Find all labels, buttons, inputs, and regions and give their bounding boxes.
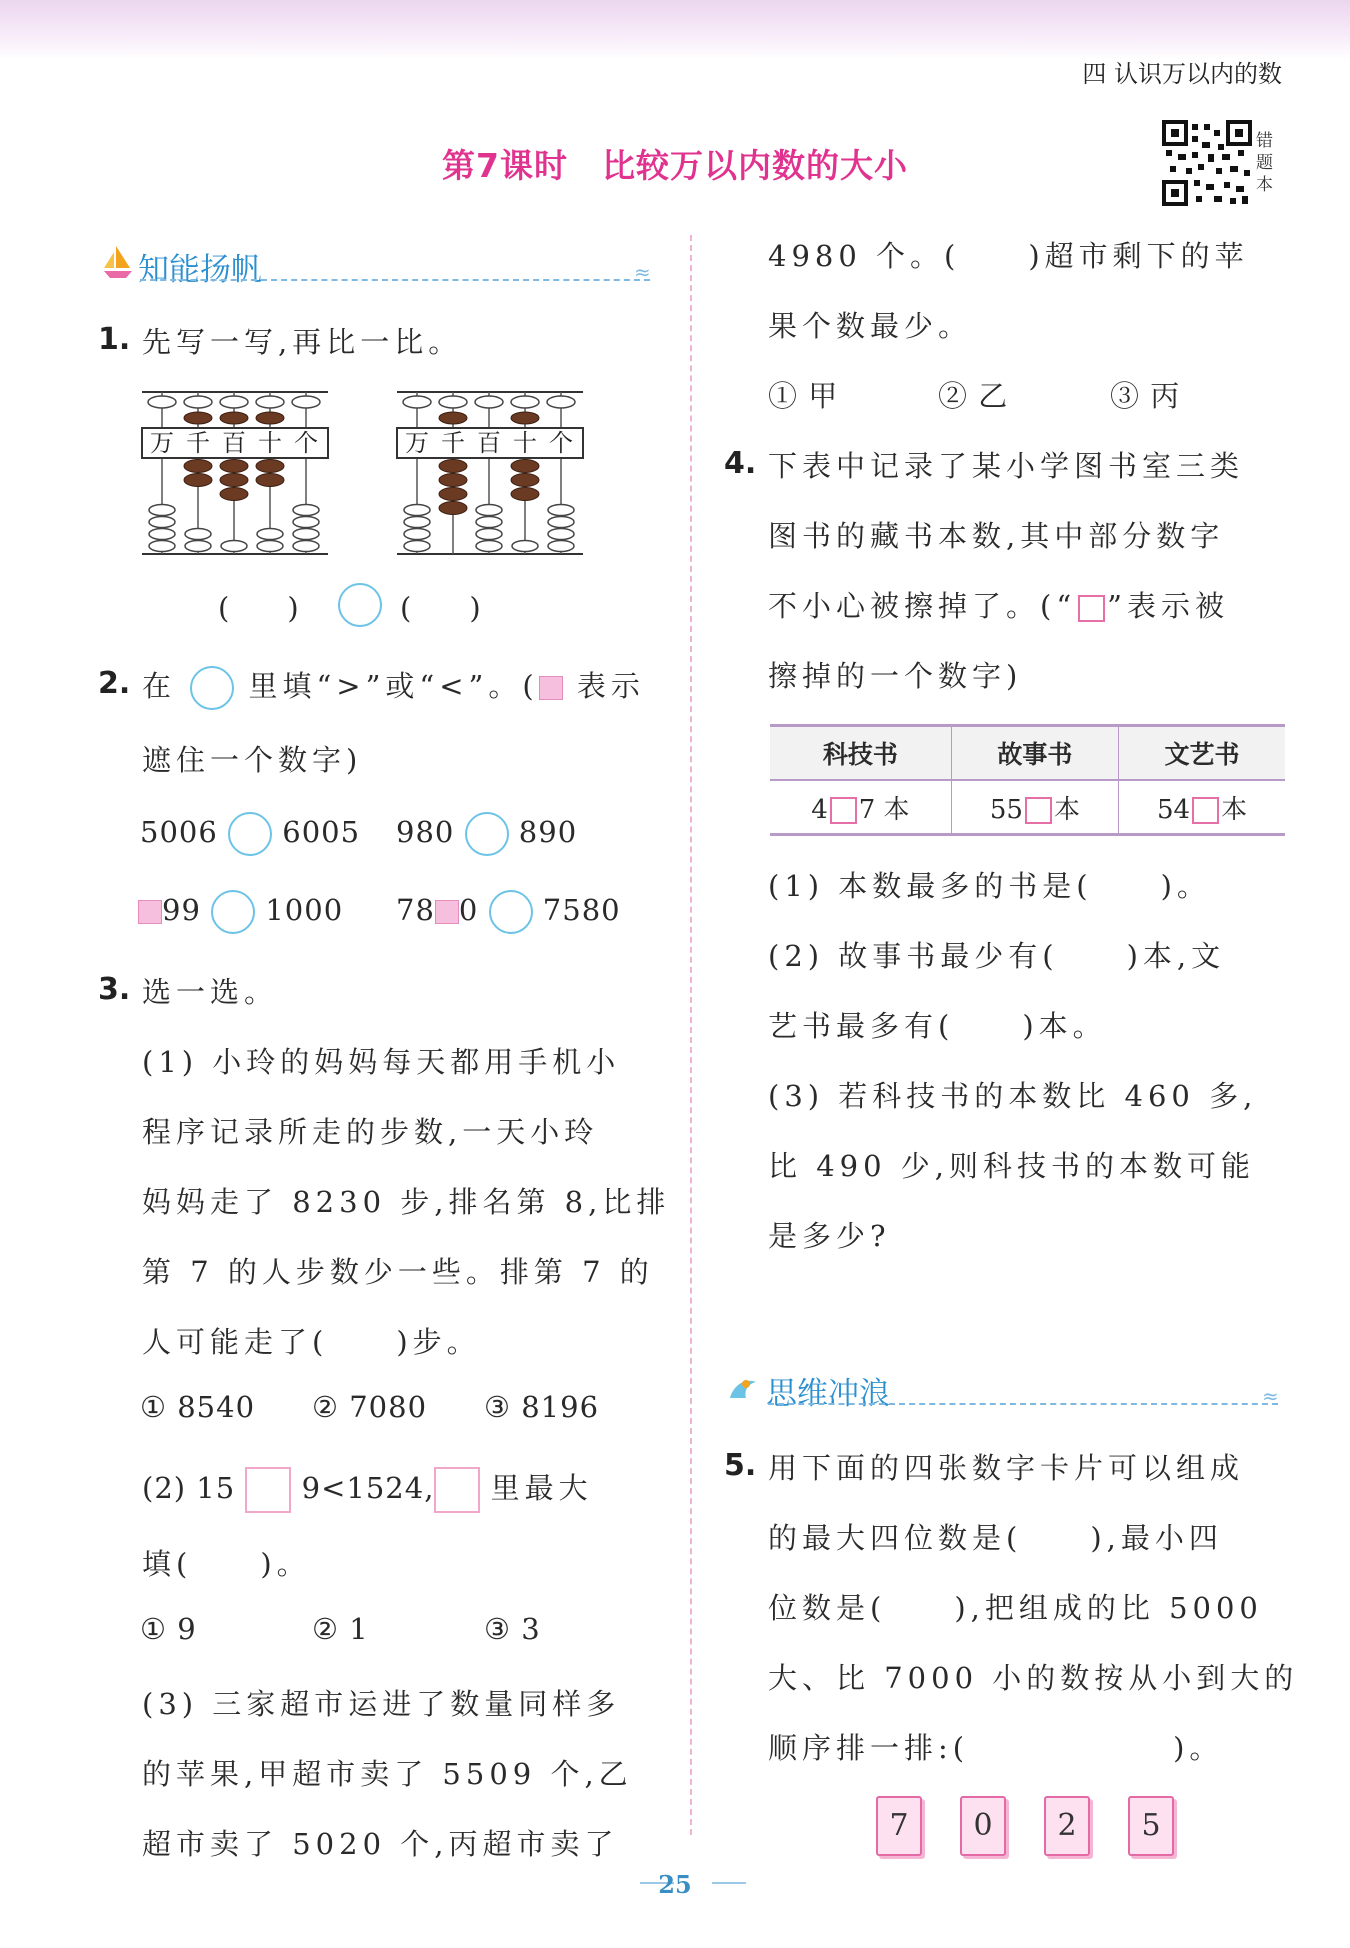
- table-cell: 54 本: [1119, 780, 1285, 835]
- abacus-bead-idle: [185, 541, 211, 552]
- option[interactable]: ③ 3: [484, 1612, 541, 1646]
- option[interactable]: ② 1: [312, 1612, 369, 1646]
- erased-box-icon: [1025, 797, 1052, 824]
- abacus-bead-idle: [476, 541, 502, 552]
- question-text: 图书的藏书本数,其中部分数字: [768, 519, 1225, 553]
- digit-card[interactable]: 0: [960, 1796, 1006, 1856]
- sub-question-line: 的苹果,甲超市卖了 5509 个,乙: [142, 1757, 633, 1791]
- place-value-label: 百: [477, 429, 501, 457]
- table-cell: 4 7 本: [770, 780, 951, 835]
- sailboat-icon: [102, 244, 134, 280]
- place-value-label: 万: [150, 429, 174, 457]
- abacus-bead-active: [511, 460, 539, 473]
- option[interactable]: ③ 8196: [484, 1390, 600, 1424]
- abacus-bead-active: [511, 488, 539, 501]
- abacus-bead-idle: [548, 517, 574, 528]
- abacus-bead-active: [184, 460, 212, 473]
- place-value-label: 十: [258, 429, 282, 457]
- compare-circle[interactable]: [489, 890, 533, 934]
- abacus-upper-bead: [475, 396, 503, 408]
- table-header: 科技书: [770, 726, 951, 781]
- option[interactable]: ① 8540: [140, 1390, 256, 1424]
- erased-box-icon: [830, 797, 857, 824]
- answer-box[interactable]: [245, 1467, 291, 1513]
- question-number: 4.: [724, 446, 757, 481]
- abacus-upper-bead: [148, 396, 176, 408]
- abacus-bead-idle: [149, 529, 175, 540]
- question-text: 位数是( ),把组成的比 5000: [768, 1591, 1263, 1625]
- question-number: 2.: [98, 666, 131, 701]
- abacus-upper-bead: [439, 396, 467, 408]
- abacus-bead-idle: [257, 541, 283, 552]
- abacus-bead-active: [220, 412, 248, 424]
- wave-icon: ≈: [1262, 1384, 1279, 1408]
- abacus-bead-active: [511, 412, 539, 424]
- abacus-upper-bead: [403, 396, 431, 408]
- sub-question-line: 是多少?: [768, 1219, 891, 1253]
- place-value-label: 百: [222, 429, 246, 457]
- question-text: 用下面的四张数字卡片可以组成: [768, 1451, 1245, 1485]
- abacus-bead-idle: [149, 517, 175, 528]
- abacus-bead-active: [220, 488, 248, 501]
- lesson-title: 第7课时 比较万以内数的大小: [442, 146, 908, 185]
- column-divider: [690, 235, 692, 1835]
- erased-box-icon: [1192, 797, 1219, 824]
- abacus-upper-bead: [547, 396, 575, 408]
- answer-blank[interactable]: ( ): [218, 591, 299, 625]
- option[interactable]: ① 甲: [768, 379, 839, 413]
- abacus-upper-bead: [511, 396, 539, 408]
- sub-question-line: 填( )。: [142, 1547, 311, 1581]
- sub-question-line: 4980 个。( )超市剩下的苹: [768, 239, 1249, 273]
- abacus-bead-idle: [476, 505, 502, 516]
- table-cell: 55 本: [951, 780, 1118, 835]
- abacus-bead-idle: [404, 529, 430, 540]
- sub-question-line: 程序记录所走的步数,一天小玲: [142, 1115, 599, 1149]
- question-text: 擦掉的一个数字): [768, 659, 1023, 693]
- abacus-bead-active: [184, 412, 212, 424]
- sub-question-line: (1) 本数最多的书是( )。: [768, 869, 1211, 903]
- abacus-bead-active: [439, 412, 467, 424]
- section-title-zhineng: 知能扬帆: [138, 252, 262, 288]
- compare-row-2: 99 1000: [138, 890, 343, 934]
- sub-question-line: 妈妈走了 8230 步,排名第 8,比排: [142, 1185, 671, 1219]
- sub-question-line: 第 7 的人步数少一些。排第 7 的: [142, 1255, 654, 1289]
- qr-label: 错题本: [1256, 131, 1273, 195]
- compare-circle[interactable]: [338, 583, 382, 627]
- sub-question-line: 艺书最多有( )本。: [768, 1009, 1107, 1043]
- question-text: 遮住一个数字): [142, 743, 363, 777]
- option[interactable]: ② 乙: [938, 379, 1009, 413]
- abacus-bead-idle: [149, 541, 175, 552]
- abacus-upper-bead: [220, 396, 248, 408]
- abacus-bead-idle: [548, 541, 574, 552]
- table-header: 文艺书: [1119, 726, 1285, 781]
- abacus-bead-idle: [512, 541, 538, 552]
- wave-icon: ≈: [634, 260, 651, 284]
- sub-question-line: (3) 若科技书的本数比 460 多,: [768, 1079, 1258, 1113]
- book-table: [770, 724, 1285, 836]
- digit-card[interactable]: 2: [1044, 1796, 1090, 1856]
- wave-surf-icon: [726, 1372, 760, 1406]
- abacus-bead-idle: [548, 505, 574, 516]
- abacus-2: [395, 388, 585, 558]
- sub-question-line: 超市卖了 5020 个,丙超市卖了: [142, 1827, 619, 1861]
- place-value-label: 千: [186, 429, 210, 457]
- compare-circle[interactable]: [465, 812, 509, 856]
- place-value-label: 千: [441, 429, 465, 457]
- option[interactable]: ② 7080: [312, 1390, 428, 1424]
- abacus-bead-idle: [476, 517, 502, 528]
- question-number: 5.: [724, 1448, 757, 1483]
- abacus-bead-active: [256, 460, 284, 473]
- question-text: 先写一写,再比一比。: [142, 325, 463, 359]
- sub-question-line: 果个数最少。: [768, 309, 973, 343]
- chapter-title: 四 认识万以内的数: [1082, 60, 1282, 88]
- abacus-bead-idle: [221, 541, 247, 552]
- place-value-label: 个: [549, 429, 573, 457]
- abacus-bead-idle: [293, 517, 319, 528]
- place-value-label: 十: [513, 429, 537, 457]
- abacus-bead-idle: [185, 529, 211, 540]
- place-value-label: 个: [294, 429, 318, 457]
- abacus-bead-idle: [404, 541, 430, 552]
- compare-row-2: 78 0 7580: [396, 890, 621, 934]
- answer-blank[interactable]: ( ): [400, 591, 481, 625]
- option[interactable]: ③ 丙: [1110, 379, 1181, 413]
- abacus-1: [140, 388, 330, 558]
- question-number: 3.: [98, 972, 131, 1007]
- abacus-upper-bead: [292, 396, 320, 408]
- digit-card[interactable]: 5: [1128, 1796, 1174, 1856]
- section-title-siwei: 思维冲浪: [766, 1376, 890, 1412]
- circle-icon: [190, 666, 234, 710]
- abacus-bead-idle: [548, 529, 574, 540]
- abacus-bead-idle: [149, 505, 175, 516]
- question-text: 的最大四位数是( ),最小四: [768, 1521, 1223, 1555]
- abacus-bead-active: [439, 474, 467, 487]
- sub-question-line: (2) 15 9<1524, 里最大: [142, 1466, 593, 1513]
- question-number: 1.: [98, 322, 131, 357]
- abacus-bead-active: [439, 460, 467, 473]
- abacus-bead-active: [439, 488, 467, 501]
- question-text: 下表中记录了某小学图书室三类: [768, 449, 1245, 483]
- question-text: 顺序排一排:( )。: [768, 1731, 1224, 1765]
- sub-question-line: (3) 三家超市运进了数量同样多: [142, 1687, 621, 1721]
- header-band: [0, 0, 1350, 60]
- abacus-bead-active: [511, 474, 539, 487]
- abacus-bead-active: [184, 474, 212, 487]
- question-text: 在 里填“>”或“<”。( 表示: [142, 664, 645, 710]
- abacus-bead-idle: [293, 529, 319, 540]
- mask-square-icon: [138, 900, 162, 924]
- abacus-bead-active: [256, 474, 284, 487]
- question-text: 选一选。: [142, 975, 279, 1009]
- option[interactable]: ① 9: [140, 1612, 197, 1646]
- mask-square-icon: [435, 900, 459, 924]
- compare-circle[interactable]: [228, 812, 272, 856]
- section-underline: [140, 279, 650, 281]
- sub-question-line: (2) 故事书最少有( )本,文: [768, 939, 1226, 973]
- abacus-upper-bead: [184, 396, 212, 408]
- erased-box-icon: [1078, 595, 1105, 622]
- answer-box[interactable]: [434, 1467, 480, 1513]
- abacus-bead-idle: [404, 517, 430, 528]
- abacus-bead-idle: [257, 529, 283, 540]
- abacus-bead-idle: [476, 529, 502, 540]
- sub-question-line: 人可能走了( )步。: [142, 1325, 481, 1359]
- abacus-bead-active: [439, 502, 467, 515]
- footer-line: [712, 1882, 746, 1884]
- mask-square-icon: [539, 676, 563, 700]
- abacus-bead-idle: [293, 505, 319, 516]
- sub-question-line: (1) 小玲的妈妈每天都用手机小: [142, 1045, 621, 1079]
- compare-row-1: 5006 6005: [140, 812, 360, 856]
- page-number: 25: [658, 1870, 692, 1899]
- abacus-upper-bead: [256, 396, 284, 408]
- question-text: 大、比 7000 小的数按从小到大的: [768, 1661, 1299, 1695]
- question-text: 不小心被擦掉了。(“ ”表示被: [768, 589, 1229, 623]
- qr-code-icon[interactable]: [1162, 120, 1252, 206]
- abacus-bead-active: [256, 412, 284, 424]
- sub-question-line: 比 490 少,则科技书的本数可能: [768, 1149, 1256, 1183]
- abacus-bead-active: [220, 474, 248, 487]
- compare-circle[interactable]: [211, 890, 255, 934]
- digit-card[interactable]: 7: [876, 1796, 922, 1856]
- table-header: 故事书: [951, 726, 1118, 781]
- compare-row-1: 980 890: [396, 812, 577, 856]
- abacus-bead-idle: [404, 505, 430, 516]
- section-underline: [768, 1403, 1278, 1405]
- place-value-label: 万: [405, 429, 429, 457]
- abacus-bead-idle: [293, 541, 319, 552]
- abacus-bead-active: [220, 460, 248, 473]
